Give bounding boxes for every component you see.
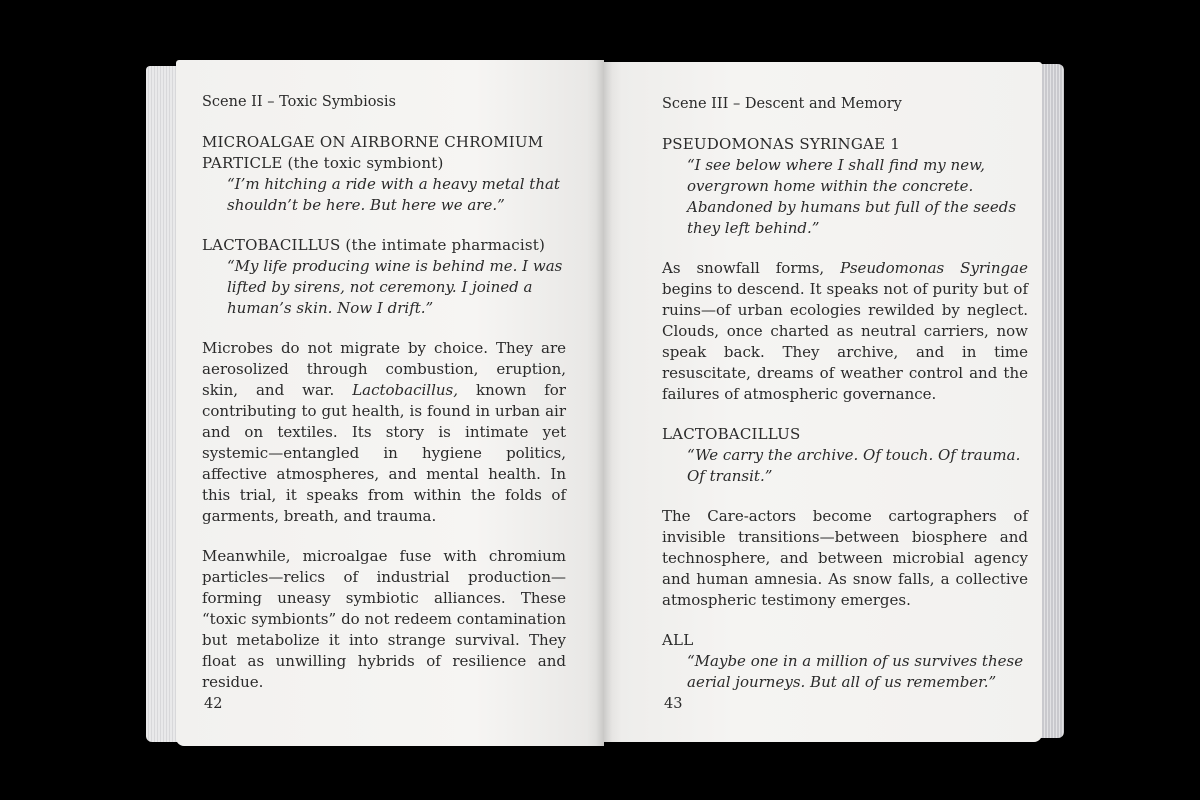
left-page [176,60,604,746]
book-gutter [596,60,612,746]
body-paragraph: The Care-actors become cartographers of invisible transitions—between biosphere and technosphere, and between microbial agency and human amnesia. As snow falls, a collective atmospheric testimony emerges. [662,507,1028,609]
speaker-label: ALL [662,631,694,649]
page-number: 43 [664,696,683,712]
dialogue-quote: “I’m hitching a ride with a heavy metal that shouldn’t be here. But here we are.” [227,175,560,214]
body-paragraph: As snowfall forms, Pseudomonas Syringae begins to descend. It speaks not of purity but of ruins—of urban ecologies rewilded by neglect. Clouds, once charted as neutral carriers, now speak back. They archive, and in time resuscitate, dreams of weather control and the failures of atmospheric governance. [662,259,1028,403]
speaker-label: PSEUDOMONAS SYRINGAE 1 [662,135,900,153]
body-paragraph: Microbes do not migrate by choice. They are aerosolized through combustion, eruption, skin, and war. Lactobacillus, known for contributing to gut health, is found in urban air and on textiles. Its story is intimate yet systemic—entangled in hygiene politics, affective atmospheres, and mental health. In this trial, it speaks from within the folds of garments, breath, and trauma. [202,339,566,525]
running-head: Scene II – Toxic Symbiosis [202,94,396,110]
dialogue-quote: “My life producing wine is behind me. I was lifted by sirens, not ceremony. I joined a human’s skin. Now I drift.” [227,257,563,317]
speaker-label: LACTOBACILLUS [662,425,801,443]
dialogue-quote: “Maybe one in a million of us survives these aerial journeys. But all of us remember.” [687,652,1024,691]
body-paragraph: Meanwhile, microalgae fuse with chromium particles—relics of industrial production—forming uneasy symbiotic alliances. These “toxic symbionts” do not redeem contamination but metabolize it into strange survival. They float as unwilling hybrids of resilience and residue. [202,547,566,691]
right-page [604,62,1042,742]
running-head: Scene III – Descent and Memory [662,96,902,112]
dialogue-quote: “I see below where I shall find my new, overgrown home within the concrete. Abandoned by humans but full of the seeds they left behind.” [687,156,1017,237]
speaker-label: MICROALGAE ON AIRBORNE CHROMIUM PARTICLE (the toxic symbiont) [202,133,544,172]
page-number: 42 [204,696,223,712]
speaker-label: LACTOBACILLUS (the intimate pharmacist) [202,236,546,254]
dialogue-quote: “We carry the archive. Of touch. Of trauma. Of transit.” [687,446,1021,485]
left-page-text [202,92,566,712]
right-page-text [662,94,1028,703]
